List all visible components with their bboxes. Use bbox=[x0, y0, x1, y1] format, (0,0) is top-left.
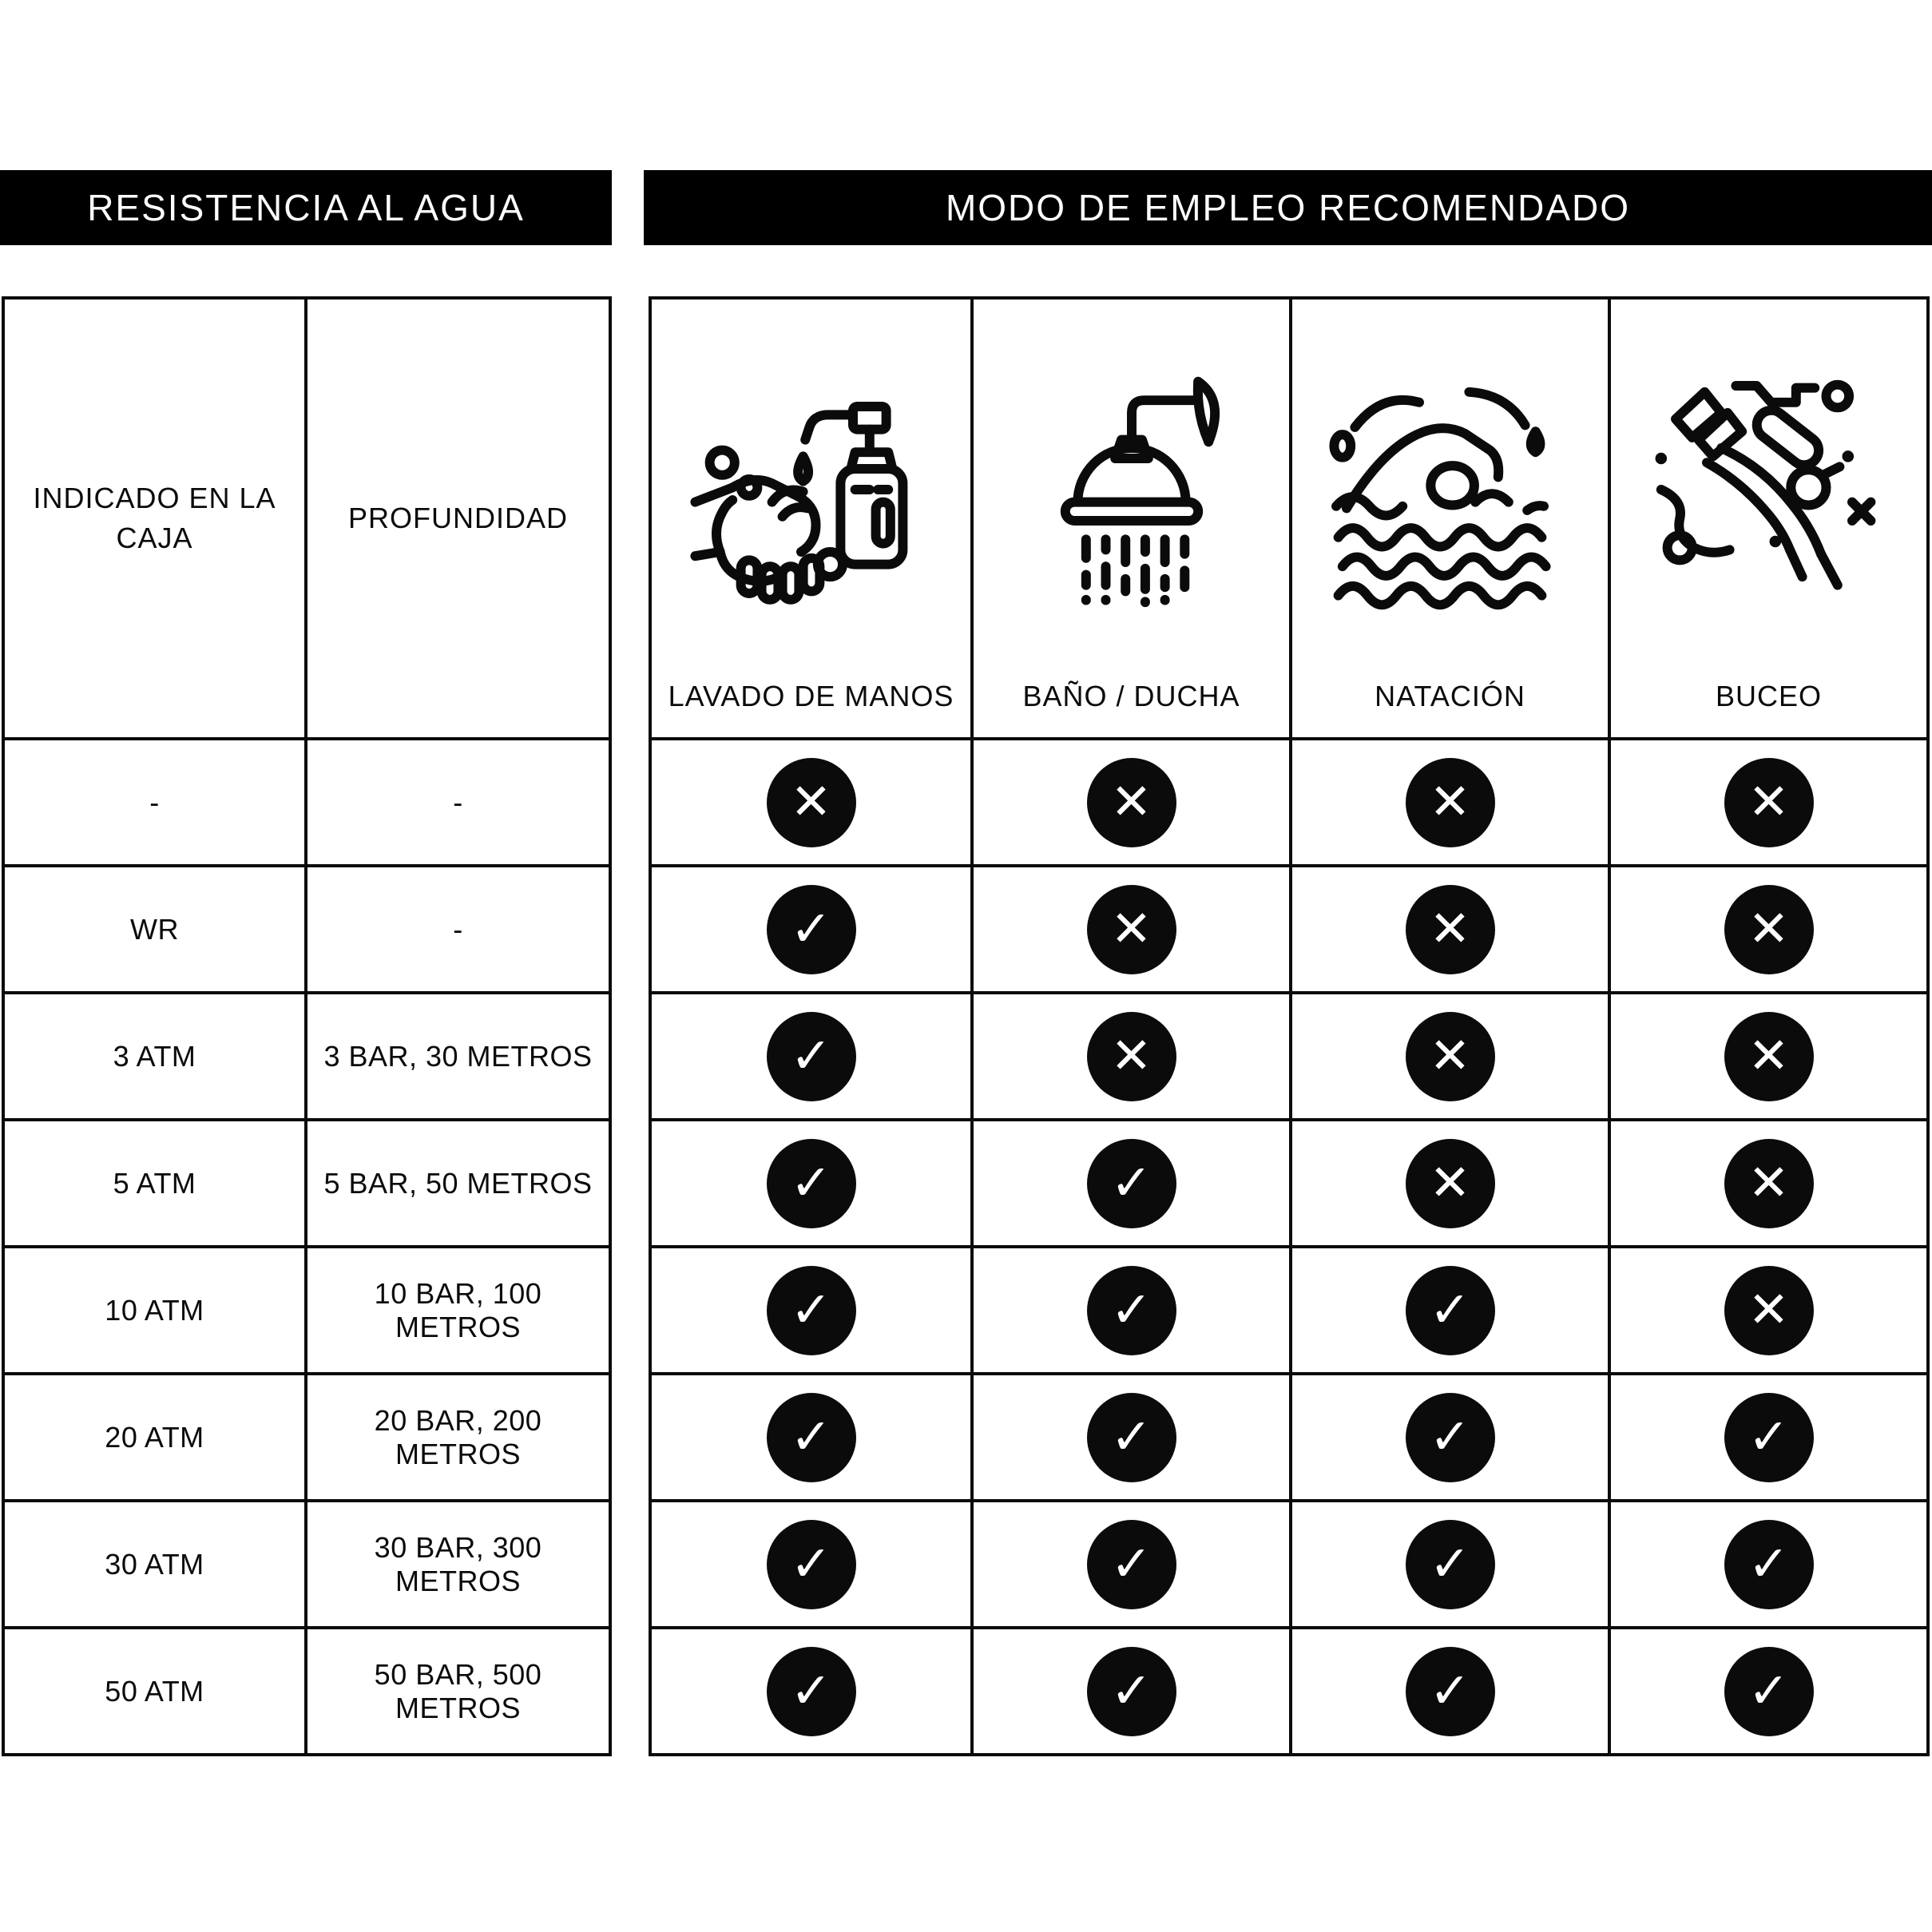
usage-cell bbox=[970, 1499, 1289, 1626]
case-cell: - bbox=[5, 737, 304, 864]
depth-cell: 20 BAR, 200 METROS bbox=[304, 1372, 609, 1499]
mark-circle bbox=[1087, 1139, 1176, 1228]
usage-cell bbox=[1608, 991, 1926, 1118]
mark-glyph: ✕ bbox=[1429, 1152, 1471, 1212]
mark-glyph: ✓ bbox=[1429, 1406, 1471, 1466]
depth-cell: - bbox=[304, 737, 609, 864]
usage-cell bbox=[1608, 1499, 1926, 1626]
mark-circle bbox=[1724, 1520, 1814, 1609]
mark-circle bbox=[767, 1647, 856, 1736]
mark-glyph: ✕ bbox=[1429, 899, 1471, 958]
mark-glyph: ✓ bbox=[790, 1660, 832, 1720]
usage-cell bbox=[970, 1118, 1289, 1245]
usage-cell bbox=[970, 1245, 1289, 1372]
mark-glyph: ✕ bbox=[1748, 899, 1790, 958]
activity-header-lavado-de-manos bbox=[652, 300, 970, 737]
mark-glyph: ✓ bbox=[1110, 1406, 1152, 1466]
mark-circle bbox=[767, 1139, 856, 1228]
handwash-icon bbox=[652, 300, 970, 680]
mark-circle bbox=[1406, 885, 1495, 974]
mark-glyph: ✓ bbox=[1429, 1660, 1471, 1720]
depth-cell: 3 BAR, 30 METROS bbox=[304, 991, 609, 1118]
mark-circle bbox=[1406, 758, 1495, 847]
mark-circle bbox=[1087, 1266, 1176, 1355]
mark-glyph: ✓ bbox=[1429, 1279, 1471, 1339]
case-cell: 30 ATM bbox=[5, 1499, 304, 1626]
mark-circle bbox=[767, 1520, 856, 1609]
mark-glyph: ✓ bbox=[790, 1406, 832, 1466]
mark-glyph: ✓ bbox=[1748, 1533, 1790, 1593]
usage-cell bbox=[1608, 1245, 1926, 1372]
mark-glyph: ✕ bbox=[1748, 1026, 1790, 1085]
mark-glyph: ✕ bbox=[790, 772, 832, 831]
usage-cell bbox=[1289, 1626, 1608, 1753]
mark-glyph: ✓ bbox=[1748, 1406, 1790, 1466]
mark-glyph: ✓ bbox=[790, 899, 832, 958]
usage-cell bbox=[652, 1118, 970, 1245]
mark-circle bbox=[1406, 1012, 1495, 1101]
case-cell: 10 ATM bbox=[5, 1245, 304, 1372]
depth-cell: 50 BAR, 500 METROS bbox=[304, 1626, 609, 1753]
mark-circle bbox=[1087, 1520, 1176, 1609]
mark-circle bbox=[767, 1393, 856, 1482]
mark-circle bbox=[1406, 1139, 1495, 1228]
usage-cell bbox=[652, 1626, 970, 1753]
case-cell: WR bbox=[5, 864, 304, 991]
mark-circle bbox=[1724, 1393, 1814, 1482]
mark-glyph: ✕ bbox=[1748, 1152, 1790, 1212]
case-cell: 5 ATM bbox=[5, 1118, 304, 1245]
mark-circle bbox=[1724, 758, 1814, 847]
usage-cell bbox=[652, 864, 970, 991]
activity-label: BAÑO / DUCHA bbox=[1022, 680, 1240, 712]
mark-glyph: ✓ bbox=[1110, 1152, 1152, 1212]
mark-circle bbox=[767, 758, 856, 847]
usage-cell bbox=[970, 1626, 1289, 1753]
usage-cell bbox=[1608, 864, 1926, 991]
case-cell: 3 ATM bbox=[5, 991, 304, 1118]
mark-circle bbox=[1406, 1520, 1495, 1609]
mark-circle bbox=[767, 885, 856, 974]
mark-circle bbox=[767, 1012, 856, 1101]
mark-circle bbox=[1724, 1139, 1814, 1228]
mark-circle bbox=[1406, 1647, 1495, 1736]
usage-cell bbox=[1608, 1118, 1926, 1245]
mark-glyph: ✕ bbox=[1748, 772, 1790, 831]
usage-cell bbox=[1289, 864, 1608, 991]
usage-cell bbox=[652, 1245, 970, 1372]
mark-circle bbox=[1087, 1393, 1176, 1482]
mark-glyph: ✕ bbox=[1110, 772, 1152, 831]
mark-circle bbox=[1724, 1266, 1814, 1355]
usage-cell bbox=[1289, 1372, 1608, 1499]
depth-cell: 5 BAR, 50 METROS bbox=[304, 1118, 609, 1245]
usage-cell bbox=[1608, 737, 1926, 864]
mark-circle bbox=[1724, 1647, 1814, 1736]
usage-cell bbox=[970, 737, 1289, 864]
usage-cell bbox=[1289, 737, 1608, 864]
water-resistance-table bbox=[2, 296, 612, 1756]
usage-cell bbox=[1289, 1499, 1608, 1626]
mark-circle bbox=[1724, 885, 1814, 974]
recommended-use-table bbox=[649, 296, 1930, 1756]
mark-glyph: ✓ bbox=[790, 1152, 832, 1212]
mark-circle bbox=[1087, 885, 1176, 974]
col-header-profundidad: PROFUNDIDAD bbox=[304, 300, 609, 737]
case-cell: 20 ATM bbox=[5, 1372, 304, 1499]
shower-icon bbox=[974, 300, 1289, 680]
left-panel-title: RESISTENCIA AL AGUA bbox=[87, 187, 525, 228]
activity-label: BUCEO bbox=[1715, 680, 1823, 712]
usage-cell bbox=[970, 991, 1289, 1118]
mark-glyph: ✓ bbox=[790, 1279, 832, 1339]
mark-glyph: ✕ bbox=[1429, 772, 1471, 831]
activity-header-bano-ducha bbox=[970, 300, 1289, 737]
mark-glyph: ✓ bbox=[790, 1533, 832, 1593]
activity-label: NATACIÓN bbox=[1375, 680, 1525, 712]
activity-header-natacion bbox=[1289, 300, 1608, 737]
usage-cell bbox=[970, 1372, 1289, 1499]
usage-cell bbox=[652, 1499, 970, 1626]
usage-cell bbox=[652, 737, 970, 864]
diving-icon bbox=[1611, 300, 1926, 680]
mark-circle bbox=[1087, 1012, 1176, 1101]
title-bar-recommended-use bbox=[644, 170, 1932, 245]
mark-circle bbox=[767, 1266, 856, 1355]
activity-label: LAVADO DE MANOS bbox=[668, 680, 954, 712]
usage-cell bbox=[1289, 1118, 1608, 1245]
mark-circle bbox=[1087, 758, 1176, 847]
depth-cell: - bbox=[304, 864, 609, 991]
usage-cell bbox=[652, 991, 970, 1118]
mark-glyph: ✕ bbox=[1748, 1279, 1790, 1339]
mark-glyph: ✓ bbox=[1748, 1660, 1790, 1720]
col-header-indicado-en-la-caja: INDICADO EN LA CAJA bbox=[33, 481, 276, 554]
mark-glyph: ✓ bbox=[1429, 1533, 1471, 1593]
mark-glyph: ✕ bbox=[1110, 1026, 1152, 1085]
mark-circle bbox=[1724, 1012, 1814, 1101]
mark-glyph: ✓ bbox=[1110, 1533, 1152, 1593]
mark-glyph: ✕ bbox=[1429, 1026, 1471, 1085]
mark-glyph: ✕ bbox=[1110, 899, 1152, 958]
depth-cell: 30 BAR, 300 METROS bbox=[304, 1499, 609, 1626]
mark-circle bbox=[1406, 1393, 1495, 1482]
usage-cell bbox=[1608, 1372, 1926, 1499]
depth-cell: 10 BAR, 100 METROS bbox=[304, 1245, 609, 1372]
usage-cell bbox=[1289, 991, 1608, 1118]
mark-glyph: ✓ bbox=[1110, 1660, 1152, 1720]
right-panel-title: MODO DE EMPLEO RECOMENDADO bbox=[945, 187, 1631, 228]
title-bar-water-resistance bbox=[0, 170, 612, 245]
usage-cell bbox=[652, 1372, 970, 1499]
mark-circle bbox=[1406, 1266, 1495, 1355]
mark-circle bbox=[1087, 1647, 1176, 1736]
usage-cell bbox=[1608, 1626, 1926, 1753]
activity-header-buceo bbox=[1608, 300, 1926, 737]
mark-glyph: ✓ bbox=[1110, 1279, 1152, 1339]
swimming-icon bbox=[1292, 300, 1608, 680]
case-cell: 50 ATM bbox=[5, 1626, 304, 1753]
usage-cell bbox=[970, 864, 1289, 991]
mark-glyph: ✓ bbox=[790, 1026, 832, 1085]
usage-cell bbox=[1289, 1245, 1608, 1372]
